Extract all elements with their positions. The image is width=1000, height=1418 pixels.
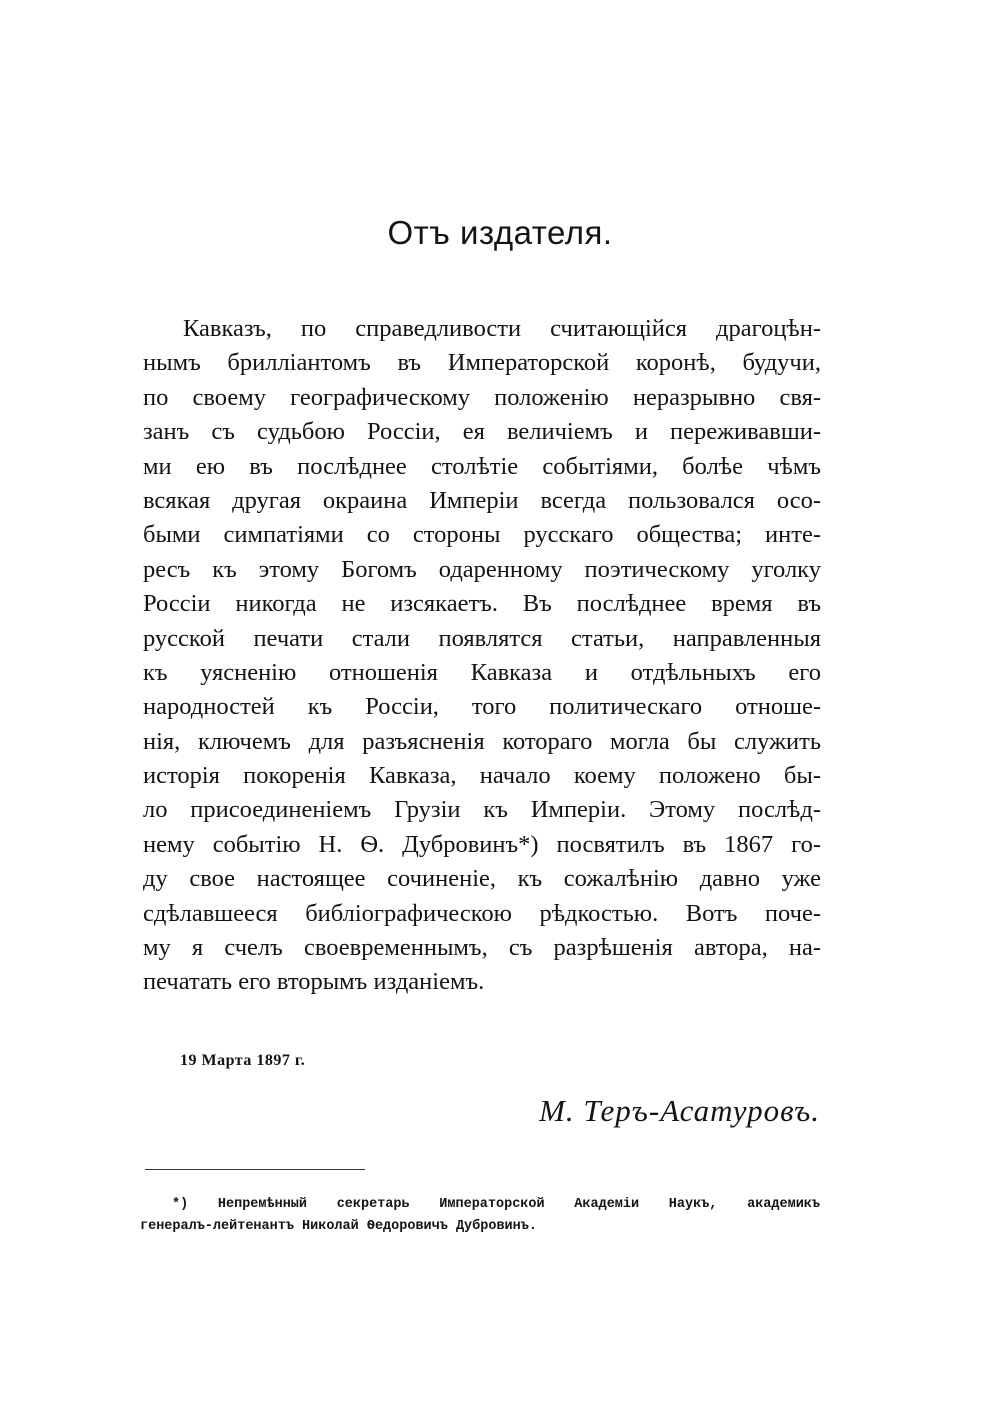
text-line: нія, ключемъ для разъясненія котораго могла бы служить bbox=[143, 727, 821, 755]
footnote-line: *) Непремѣнный секретарь Императорской Академіи Наукъ, академикъ bbox=[172, 1197, 820, 1212]
page-title: Отъ издателя. bbox=[387, 214, 613, 251]
date-line: 19 Марта 1897 г. bbox=[180, 1052, 306, 1069]
text-line: Россіи никогда не изсякаетъ. Въ послѣднее время въ bbox=[143, 590, 821, 618]
text-line: нымъ бриллiантомъ въ Императорской коронѣ, будучи, bbox=[143, 349, 821, 377]
text-line: Кавказъ, по справедливости считающійся драгоцѣн- bbox=[183, 315, 821, 342]
text-line: всякая другая окраина Имперіи всегда пользовался осо- bbox=[143, 486, 821, 514]
text-line: печатать его вторымъ изданіемъ. bbox=[143, 968, 485, 996]
text-line: къ уясненію отношенія Кавказа и отдѣльныхъ его bbox=[143, 658, 821, 686]
text-line: ду свое настоящее сочиненіе, къ сожалѣнію давно уже bbox=[143, 865, 821, 893]
footnote-line: генералъ-лейтенантъ Николай Ѳедоровичъ Дубровинъ. bbox=[140, 1219, 537, 1234]
text-line: сдѣлавшееся библіографическою рѣдкостью. Вотъ поче- bbox=[143, 899, 821, 927]
text-line: ло присоединеніемъ Грузіи къ Имперіи. Этому послѣд- bbox=[143, 796, 821, 824]
text-line: нему событію Н. Ѳ. Дубровинъ*) посвятилъ въ 1867 го- bbox=[143, 830, 821, 858]
text-line: народностей къ Россіи, того политическаго отноше- bbox=[143, 693, 821, 721]
text-line: занъ съ судьбою Россіи, ея величіемъ и переживавши- bbox=[143, 418, 821, 446]
text-line: по своему географическому положенію неразрывно свя- bbox=[143, 383, 821, 411]
text-line: исторія покоренія Кавказа, начало коему положено бы- bbox=[143, 762, 821, 790]
text-line: му я счелъ своевременнымъ, съ разрѣшенія автора, на- bbox=[143, 934, 821, 962]
signature: М. Теръ-Асатуровъ. bbox=[539, 1093, 820, 1128]
footnote-divider bbox=[145, 1169, 365, 1170]
text-line: русской печати стали появлятся статьи, направленныя bbox=[143, 624, 821, 652]
text-line: ми ею въ послѣднее столѣтіе событіями, болѣе чѣмъ bbox=[143, 452, 821, 480]
text-line: быми симпатіями со стороны русскаго общества; инте- bbox=[143, 521, 821, 549]
preface-text bbox=[143, 312, 821, 1000]
footnote bbox=[140, 1194, 820, 1238]
text-line: ресъ къ этому Богомъ одаренному поэтическому уголку bbox=[143, 555, 821, 583]
